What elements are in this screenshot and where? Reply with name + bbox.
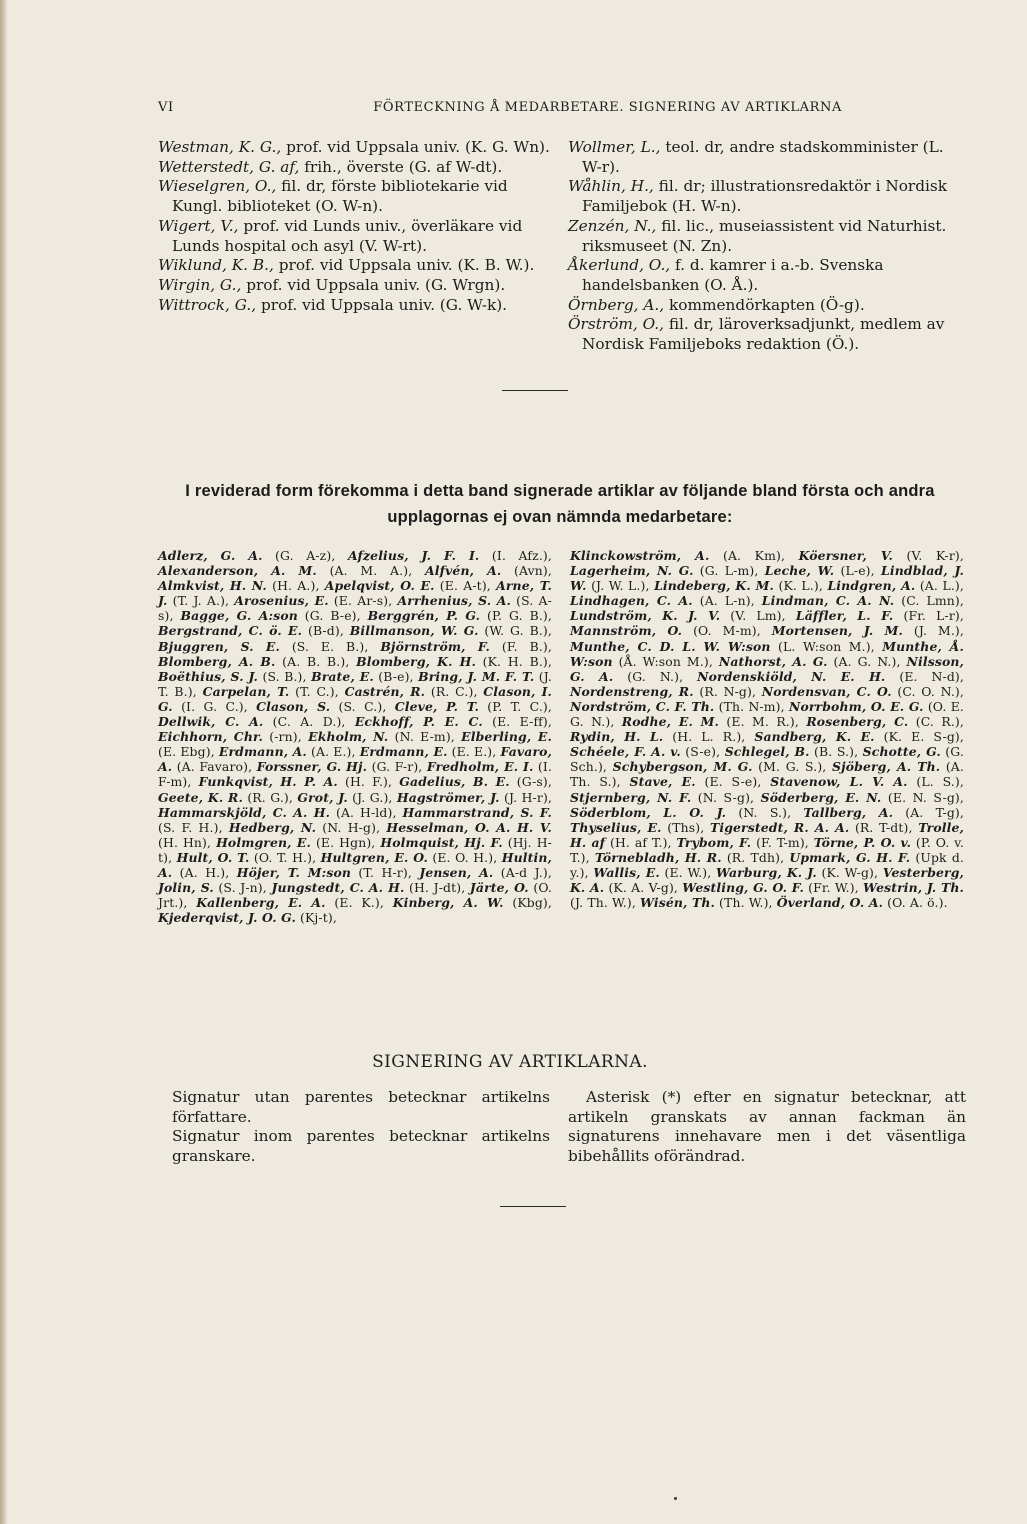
reviser-name: Holmgren, E. [216,834,311,850]
reviser-name: Lindhagen, C. A. [570,593,693,609]
reviser-name: Westling, G. O. F. [682,880,804,896]
reviser-name: Geete, K. R. [158,789,243,805]
reviser-name: Billmanson, W. G. [349,623,479,639]
contributor-description: f. d. kamrer i a.-b. Svenska handelsbanken (O. Å.). [582,256,884,294]
page-edge [0,0,7,1524]
reviser-name: Trolle, H. af [570,819,964,850]
reviser-name: Överland, O. A. [776,895,884,911]
reviser-name: Clason, I. G. [158,683,553,714]
reviser-name: Trybom, F. [676,834,752,850]
reviser-signature: (B. S.), [809,744,863,760]
reviser-name: Rosenberg, C. [806,714,909,730]
reviser-name: Sandberg, K. E. [754,729,875,745]
contributor-entry [158,138,558,158]
reviser-signature: (T. C.), [289,683,345,699]
reviser-name: Nordensvan, C. O. [761,683,892,699]
reviser-name: Hult, O. T. [176,849,250,865]
reviser-signature: (K. A. V-g), [604,880,683,896]
reviser-name: Elberling, E. [461,729,552,745]
reviser-signature: (N. H-g), [316,819,387,835]
reviser-signature: (G. F-r), [367,759,427,775]
reviser-name: Boëthius, S. J. [158,668,259,684]
reviser-signature: (N. S-g), [691,789,761,805]
contributor-entry [158,217,558,256]
reviser-signature: (N. S.), [726,804,804,820]
reviser-name: Warburg, K. J. [716,864,817,880]
reviser-name: Tallberg, A. [803,804,894,820]
contributor-entry [568,177,968,216]
reviser-signature: (L-e), [834,563,882,579]
reviser-signature: (E. A-t), [434,578,497,594]
reviser-name: Schlegel, B. [724,744,810,760]
reviser-name: Blomberg, A. B. [158,653,276,669]
contributor-description: prof. vid Uppsala univ. (G. W-k). [256,295,508,314]
contributor-name: Wiklund, K. B., [158,256,274,275]
reviser-signature: (J. W. L.), [586,578,655,594]
reviser-signature: (A. T-g), [893,804,964,820]
reviser-signature: (G. L-m), [693,563,765,579]
reviser-name: Schotte, G. [862,744,941,760]
reviser-signature: (S. B.), [258,668,312,684]
reviser-name: Hagströmer, J. [396,789,500,805]
reviser-signature: (E. E-ff), [482,714,552,730]
reviser-name: Jensen, A. [419,864,494,880]
reviser-name: Brate, E. [311,668,374,684]
running-title: FÖRTECKNING Å MEDARBETARE. SIGNERING AV ARTIKLARNA [373,100,842,115]
reviser-signature: (I. F-m), [158,759,552,790]
revised-list-right [570,548,964,910]
reviser-name: Kallenberg, E. A. [196,895,326,911]
reviser-signature: (F. T-m), [751,834,814,850]
reviser-name: Erdmann, A. [218,744,307,760]
reviser-name: Stave, E. [629,774,696,790]
contributor-entry [568,296,968,316]
contributor-name: Westman, K. G., [158,138,282,156]
reviser-signature: (H. Hn), [158,834,217,850]
contributor-description: prof. vid Uppsala univ. (G. Wrgn). [241,275,506,294]
reviser-name: Munthe, Å. W:son [570,638,964,669]
reviser-signature: (K. E. S-g), [874,729,964,745]
contributor-name: Zenzén, N., [568,216,657,235]
reviser-name: Norrbohm, O. E. G. [788,698,924,714]
reviser-signature: (Th. W.), [714,895,777,911]
reviser-name: Alfvén, A. [424,563,502,579]
reviser-name: Söderblom, L. O. J. [570,804,727,820]
reviser-name: Bergstrand, C. ö. E. [158,623,303,639]
reviser-name: Leche, W. [764,563,835,579]
reviser-name: Afzelius, J. F. I. [347,548,480,563]
reviser-name: Ekholm, N. [308,729,389,745]
reviser-signature: (K. W-g), [816,864,883,880]
reviser-name: Schéele, F. A. v. [570,744,681,760]
reviser-name: Nordenstreng, R. [570,683,694,699]
reviser-signature: (H. A.), [266,578,325,594]
contributor-name: Wollmer, L., [568,138,661,156]
reviser-name: Hesselman, O. A. H. V. [386,819,552,835]
reviser-name: Törnebladh, H. R. [594,849,722,865]
reviser-signature: (G-s), [509,774,552,790]
reviser-signature: (J. M.), [902,623,964,639]
reviser-signature: (H. F.), [337,774,400,790]
reviser-signature: (Ths), [661,819,710,835]
reviser-signature: (B-d), [302,623,350,639]
page-header [158,100,842,120]
reviser-name: Blomberg, K. H. [356,653,476,669]
contributor-name: Wåhlin, H., [568,177,654,196]
reviser-name: Jolin, S. [158,880,214,896]
reviser-name: Castrén, R. [344,683,426,699]
reviser-name: Almkvist, H. N. [158,578,267,594]
reviser-signature: (J. G.), [347,789,397,805]
reviser-name: Thyselius, E. [570,819,662,835]
reviser-name: Hultin, A. [158,849,552,880]
reviser-signature: (Kj-t), [295,910,337,926]
reviser-signature: (P. G. B.), [480,608,553,624]
reviser-name: Mortensen, J. M. [771,623,903,639]
reviser-signature: (E. N-d), [885,668,965,684]
reviser-signature: (Kbg), [503,895,552,911]
reviser-name: Forssner, G. Hj. [256,759,368,775]
reviser-signature: (V. Lm), [720,608,796,624]
reviser-signature: (Fr. W.), [803,880,864,896]
contributor-name: Örnberg, A., [568,295,665,314]
reviser-name: Adlerz, G. A. [158,548,263,563]
reviser-name: Bring, J. M. F. T. [418,668,535,684]
reviser-signature: (C. Lmn), [894,593,964,609]
reviser-name: Lindeberg, K. M. [654,578,774,594]
reviser-name: Rydin, H. L. [570,729,664,745]
reviser-signature: (A. B. B.), [275,653,357,669]
contributors-left-column [158,138,558,315]
reviser-signature: (S. E. B.), [279,638,381,654]
reviser-signature: (K. L.), [774,578,828,594]
reviser-name: Läffler, L. F. [795,608,894,624]
reviser-signature: (L. S.), [907,774,964,790]
reviser-signature: (A. Km), [709,548,799,563]
reviser-name: Cleve, P. T. [394,698,479,714]
reviser-name: Sjöberg, A. Th. [832,759,941,775]
reviser-name: Eckhoff, P. E. C. [354,714,483,730]
contributor-description: fil. dr; illustrationsredaktör i Nordisk Familjebok (H. W-n). [582,177,948,216]
page-speck [674,1497,677,1500]
reviser-signature: (I. Afz.), [479,548,552,563]
reviser-signature: (S-e), [680,744,725,760]
separator-rule [502,390,568,391]
signing-title: SIGNERING AV ARTIKLARNA. [372,1052,648,1072]
reviser-name: Gadelius, B. E. [399,774,510,790]
reviser-signature: (E. N. S-g), [881,789,965,805]
reviser-signature: (L. W:son M.), [770,638,883,654]
reviser-signature: (O. Jrt.), [158,880,552,911]
reviser-name: Clason, S. [256,698,331,714]
reviser-name: Berggrén, P. G. [367,608,481,624]
reviser-signature: (N. E-m), [388,729,462,745]
reviser-signature: (K. H. B.), [475,653,552,669]
revised-list-left [158,548,552,925]
signing-note-2: Signatur inom parentes betecknar artikelns granskare. [172,1127,550,1165]
reviser-signature: (Upk d. y.), [570,849,964,880]
contributor-entry [158,276,558,296]
contributor-description: fil. lic., museiassistent vid Naturhist. riksmuseet (N. Zn). [582,216,947,255]
reviser-name: Erdmann, E. [359,744,448,760]
contributor-entry [568,256,968,295]
reviser-signature: (A. H.), [172,864,237,880]
reviser-signature: (J. H-r), [499,789,553,805]
reviser-name: Grot, J. [297,789,348,805]
reviser-signature: (A. Th. S.), [570,759,964,790]
revised-heading: I reviderad form förekomma i detta band signerade artiklar av följande bland första och andra upplagornas ej ovan nämnda medarbetare: [185,482,935,526]
reviser-signature: (A. G. N.), [827,653,907,669]
reviser-signature: (J. Th. W.), [570,895,641,911]
reviser-signature: (G. Sch.), [570,744,964,775]
bottom-rule [500,1206,566,1207]
page-number: VI [158,100,174,115]
reviser-signature: (Hj. H-t), [158,834,552,865]
reviser-name: Lagerheim, N. G. [570,563,694,579]
reviser-name: Eichhorn, Chr. [158,729,263,745]
reviser-name: Hammarskjöld, C. A. H. [158,804,331,820]
contributors-right-column [568,138,968,355]
contributor-name: Wittrock, G., [158,295,257,314]
reviser-signature: (A. E.), [306,744,360,760]
reviser-name: Nilsson, G. A. [570,653,964,684]
reviser-name: Funkqvist, H. P. A. [198,774,338,790]
reviser-name: Vesterberg, K. A. [570,864,964,896]
reviser-name: Björnström, F. [380,638,491,654]
contributor-description: fil. dr, läroverksadjunkt, medlem av Nordisk Familjeboks redaktion (Ö.). [582,315,945,354]
contributor-entry [568,315,968,354]
contributor-name: Wirgin, G., [158,275,242,294]
reviser-name: Bagge, G. A:son [180,608,298,624]
contributor-description: prof. vid Uppsala univ. (K. G. Wn). [281,138,550,156]
reviser-signature: (C. O. N.), [891,683,964,699]
reviser-signature: (Å. W:son M.), [612,653,719,669]
reviser-name: Nordström, C. F. Th. [570,698,715,714]
reviser-signature: (G. A-z), [262,548,348,563]
reviser-signature: (M. G. S.), [752,759,833,775]
reviser-name: Favaro, A. [158,744,553,775]
contributor-description: teol. dr, andre stadskomminister (L. W-r). [582,138,944,176]
reviser-signature: (S. C.), [330,698,395,714]
reviser-signature: (-rn), [262,729,309,745]
reviser-name: Schybergson, M. G. [612,759,753,775]
contributor-entry [158,296,558,316]
contributor-description: prof. vid Uppsala univ. (K. B. W.). [273,256,535,275]
reviser-signature: (E. E.), [447,744,501,760]
signing-note-3: Asterisk (*) efter en signatur betecknar, att artikeln granskats av annan fackman än signaturens innehavare men i det väsentliga bibehållits oförändrad. [568,1088,966,1165]
reviser-signature: (H. af T.), [605,834,677,850]
reviser-name: Stjernberg, N. F. [570,789,692,805]
reviser-signature: (A. L-n), [692,593,762,609]
reviser-signature: (R. G.), [242,789,298,805]
reviser-name: Upmark, G. H. F. [789,849,911,865]
reviser-signature: (R. T-dt), [849,819,919,835]
reviser-signature: (T. J. A.), [167,593,235,609]
reviser-name: Lindblad, J. W. [570,563,964,594]
reviser-signature: (E. O. H.), [427,849,502,865]
reviser-name: Mannström, O. [570,623,683,639]
reviser-name: Lundström, K. J. V. [570,608,721,624]
reviser-signature: (A. L.), [915,578,965,594]
signing-note-1: Signatur utan parentes betecknar artikelns författare. [172,1088,550,1126]
reviser-name: Kjederqvist, J. O. G. [158,910,296,926]
reviser-signature: (A. M. A.), [316,563,425,579]
reviser-signature: (S. F. H.), [158,819,229,835]
contributor-entry [158,256,558,276]
reviser-name: Wisén, Th. [640,895,715,911]
contributor-entry [158,177,558,216]
reviser-signature: (J. T. B.), [158,668,552,699]
reviser-name: Bjuggren, S. E. [158,638,280,654]
reviser-name: Nathorst, A. G. [718,653,828,669]
reviser-name: Hammarstrand, S. F. [402,804,552,820]
reviser-name: Apelqvist, O. E. [324,578,435,594]
reviser-signature: (F. B.), [490,638,552,654]
reviser-name: Munthe, C. D. L. W. W:son [570,638,771,654]
reviser-name: Nordenskiöld, N. E. H. [697,668,886,684]
reviser-name: Hedberg, N. [228,819,317,835]
reviser-name: Arosenius, E. [234,593,329,609]
contributor-entry [568,217,968,256]
reviser-name: Jungstedt, C. A. H. [271,880,405,896]
contributor-entry [568,138,968,177]
reviser-signature: (C. R.), [908,714,964,730]
reviser-name: Alexanderson, A. M. [158,563,317,579]
reviser-signature: (A-d J.), [493,864,552,880]
contributor-name: Åkerlund, O., [568,256,671,275]
contributor-name: Wigert, V., [158,216,239,235]
reviser-signature: (S. A-s), [158,593,552,624]
reviser-name: Stavenow, L. V. A. [770,774,908,790]
reviser-signature: (Fr. L-r), [893,608,964,624]
reviser-name: Arne, T. J. [158,578,552,609]
reviser-signature: (W. G. B.), [478,623,553,639]
reviser-name: Järte, O. [469,880,529,896]
reviser-signature: (O. A. ö.). [883,895,948,911]
reviser-signature: (E. Hgn), [311,834,381,850]
reviser-signature: (H. J-dt), [404,880,470,896]
reviser-signature: (E. W.), [659,864,717,880]
reviser-name: Fredholm, E. I. [426,759,534,775]
contributor-description: kommendörkapten (Ö-g). [664,295,865,314]
reviser-name: Tigerstedt, R. A. A. [709,819,850,835]
reviser-signature: (E. Ebg), [158,744,219,760]
reviser-signature: (O. M-m), [682,623,772,639]
reviser-signature: (E. S-e), [695,774,771,790]
reviser-signature: (Th. N-m), [714,698,789,714]
reviser-name: Köersner, V. [798,548,893,563]
reviser-signature: (P. T. C.), [478,698,552,714]
reviser-name: Klinckowström, A. [570,548,710,563]
reviser-signature: (P. O. v. T.), [570,834,964,865]
reviser-signature: (A. Favaro), [172,759,257,775]
reviser-signature: (G. B-e), [297,608,368,624]
reviser-name: Carpelan, T. [202,683,290,699]
signing-left-notes [172,1088,550,1166]
contributor-description: frih., överste (G. af W-dt). [299,157,503,176]
reviser-name: Söderberg, E. N. [760,789,882,805]
reviser-signature: (Avn), [501,563,552,579]
reviser-name: Höjer, T. M:son [236,864,352,880]
contributor-description: prof. vid Lunds univ., överläkare vid Lunds hospital och asyl (V. W-rt). [172,216,523,255]
reviser-name: Hultgren, E. O. [320,849,428,865]
reviser-signature: (R. N-g), [693,683,762,699]
reviser-signature: (O. E. G. N.), [570,698,964,730]
reviser-signature: (I. G. C.), [172,698,257,714]
signing-right-note [568,1088,966,1166]
reviser-name: Arrhenius, S. A. [397,593,511,609]
reviser-signature: (R. C.), [425,683,484,699]
reviser-signature: (C. A. D.), [263,714,355,730]
reviser-name: Dellwik, C. A. [158,714,264,730]
contributor-name: Örström, O., [568,315,664,334]
reviser-signature: (B-e), [373,668,419,684]
reviser-signature: (E. M. R.), [719,714,807,730]
reviser-signature: (T. H-r), [351,864,420,880]
reviser-name: Kinberg, A. W. [392,895,504,911]
reviser-name: Westrin, J. Th. [863,880,964,896]
reviser-signature: (R. Tdh), [721,849,790,865]
reviser-signature: (A. H-ld), [330,804,403,820]
reviser-signature: (H. L. R.), [663,729,755,745]
contributor-entry [158,158,558,178]
reviser-name: Lindgren, A. [827,578,916,594]
reviser-name: Holmquist, Hj. F. [380,834,503,850]
reviser-signature: (G. N.), [613,668,698,684]
reviser-signature: (O. T. H.), [249,849,321,865]
contributor-name: Wieselgren, O., [158,177,277,196]
reviser-signature: (E. Ar-s), [328,593,398,609]
reviser-signature: (S. J-n), [213,880,272,896]
reviser-signature: (V. K-r), [892,548,964,563]
reviser-name: Lindman, C. A. N. [761,593,895,609]
contributor-name: Wetterstedt, G. af, [158,157,300,176]
reviser-name: Wallis, E. [593,864,660,880]
contributor-description: fil. dr, förste bibliotekarie vid Kungl. biblioteket (O. W-n). [172,177,508,216]
reviser-name: Rodhe, E. M. [621,714,720,730]
reviser-name: Törne, P. O. v. [813,834,912,850]
reviser-signature: (E. K.), [325,895,393,911]
